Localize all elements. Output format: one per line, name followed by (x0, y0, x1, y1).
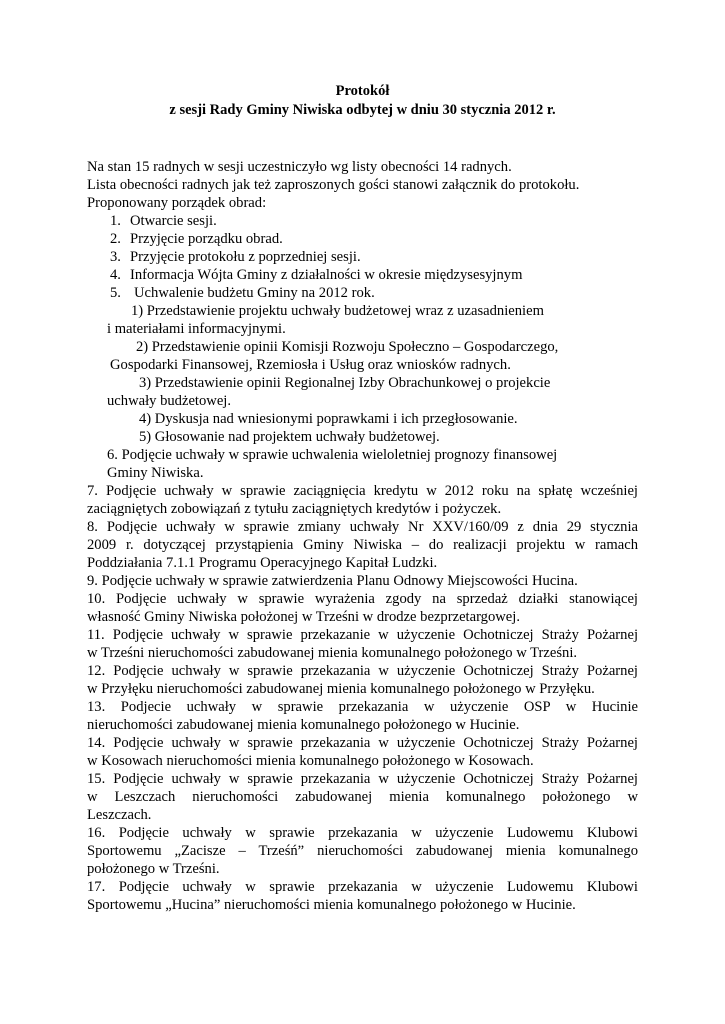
agenda-subitem-line: 1) Przedstawienie projektu uchwały budżetowej wraz z uzasadnieniem (131, 303, 544, 319)
agenda-item-number: 1. (110, 213, 121, 229)
agenda-item-line: Gminy Niwiska. (107, 465, 204, 481)
agenda-item-line: Sportowemu „Zacisze – Trześń” nieruchomości zabudowanej mienia komunalnego (87, 843, 638, 859)
agenda-item-line: 6. Podjęcie uchwały w sprawie uchwalenia wieloletniej prognozy finansowej (107, 447, 558, 463)
agenda-item-line: w Kosowach nieruchomości mienia komunalnego położonego w Kosowach. (87, 753, 534, 769)
agenda-subitem-line: 4) Dyskusja nad wniesionymi poprawkami i ich przegłosowanie. (139, 411, 518, 427)
agenda-item-line: 2009 r. dotyczącej przystąpienia Gminy Niwiska – do realizacji projektu w ramach (87, 537, 638, 553)
agenda-item-line: 17. Podjęcie uchwały w sprawie przekazania w użyczenie Ludowemu Klubowi (87, 879, 638, 895)
agenda-item-line: 16. Podjęcie uchwały w sprawie przekazania w użyczenie Ludowemu Klubowi (87, 825, 638, 841)
agenda-item-text: Przyjęcie protokołu z poprzedniej sesji. (130, 249, 361, 265)
agenda-item-line: 14. Podjęcie uchwały w sprawie przekazania w użyczenie Ochotniczej Straży Pożarnej (87, 735, 638, 751)
agenda-item-line: w Leszczach nieruchomości zabudowanej mienia komunalnego położonego w (87, 789, 638, 805)
agenda-item-line: 7. Podjęcie uchwały w sprawie zaciągnięcia kredytu w 2012 roku na spłatę wcześniej (87, 483, 638, 499)
agenda-item-line: Sportowemu „Hucina” nieruchomości mienia komunalnego położonego w Hucinie. (87, 897, 576, 913)
agenda-item-number: 3. (110, 249, 121, 265)
agenda-subitem-line: uchwały budżetowej. (107, 393, 232, 409)
agenda-item-line: Poddziałania 7.1.1 Programu Operacyjnego Kapitał Ludzki. (87, 555, 438, 571)
document-subtitle: z sesji Rady Gminy Niwiska odbytej w dniu 30 stycznia 2012 r. (169, 102, 556, 118)
agenda-item-text: Otwarcie sesji. (130, 213, 217, 229)
agenda-item-line: 15. Podjęcie uchwały w sprawie przekazania w użyczenie Ochotniczej Straży Pożarnej (87, 771, 638, 787)
agenda-item-line: w Przyłęku nieruchomości zabudowanej mienia komunalnego położonego w Przyłęku. (87, 681, 595, 697)
agenda-subitem-line: 3) Przedstawienie opinii Regionalnej Izby Obrachunkowej o projekcie (139, 375, 551, 391)
agenda-item-line: 12. Podjęcie uchwały w sprawie przekazania w użyczenie Ochotniczej Straży Pożarnej (87, 663, 638, 679)
agenda-subitem-line: Gospodarki Finansowej, Rzemiosła i Usług oraz wniosków radnych. (110, 357, 511, 373)
agenda-item-text: Przyjęcie porządku obrad. (130, 231, 283, 247)
agenda-item-line: własność Gminy Niwiska położonej w Trześni w drodze bezprzetargowej. (87, 609, 520, 625)
agenda-item-line: 8. Podjęcie uchwały w sprawie zmiany uchwały Nr XXV/160/09 z dnia 29 stycznia (87, 519, 638, 535)
intro-line: Proponowany porządek obrad: (87, 195, 267, 211)
agenda-item-line: nieruchomości zabudowanej mienia komunalnego położonego w Hucinie. (87, 717, 520, 733)
agenda-item-line: Leszczach. (87, 807, 152, 823)
agenda-item-line: zaciągniętych zobowiązań z tytułu zaciągniętych kredytów i pożyczek. (87, 501, 502, 517)
agenda-item-line: 13. Podjecie uchwały w sprawie przekazania w użyczenie OSP w Hucinie (87, 699, 638, 715)
agenda-subitem-line: 5) Głosowanie nad projektem uchwały budżetowej. (139, 429, 440, 445)
agenda-item-line: położonego w Trześni. (87, 861, 220, 877)
agenda-item-line: 11. Podjęcie uchwały w sprawie przekazanie w użyczenie Ochotniczej Straży Pożarnej (87, 627, 638, 643)
agenda-subitem-line: 2) Przedstawienie opinii Komisji Rozwoju Społeczno – Gospodarczego, (136, 339, 559, 355)
intro-line: Na stan 15 radnych w sesji uczestniczyło wg listy obecności 14 radnych. (87, 159, 512, 175)
agenda-item-line: 9. Podjęcie uchwały w sprawie zatwierdzenia Planu Odnowy Miejscowości Hucina. (87, 573, 578, 589)
agenda-item-text: Informacja Wójta Gminy z działalności w okresie międzysesyjnym (130, 267, 523, 283)
document-title: Protokół (335, 83, 390, 99)
agenda-item-line: 10. Podjęcie uchwały w sprawie wyrażenia zgody na sprzedaż działki stanowiącej (87, 591, 638, 607)
agenda-item-number: 2. (110, 231, 121, 247)
agenda-subitem-line: i materiałami informacyjnymi. (107, 321, 286, 337)
agenda-item-number: 5. (110, 285, 121, 301)
agenda-item-number: 4. (110, 267, 121, 283)
agenda-item-text: Uchwalenie budżetu Gminy na 2012 rok. (134, 285, 375, 301)
intro-line: Lista obecności radnych jak też zaproszonych gości stanowi załącznik do protokołu. (87, 177, 580, 193)
agenda-item-line: w Trześni nieruchomości zabudowanej mienia komunalnego położonego w Trześni. (87, 645, 578, 661)
